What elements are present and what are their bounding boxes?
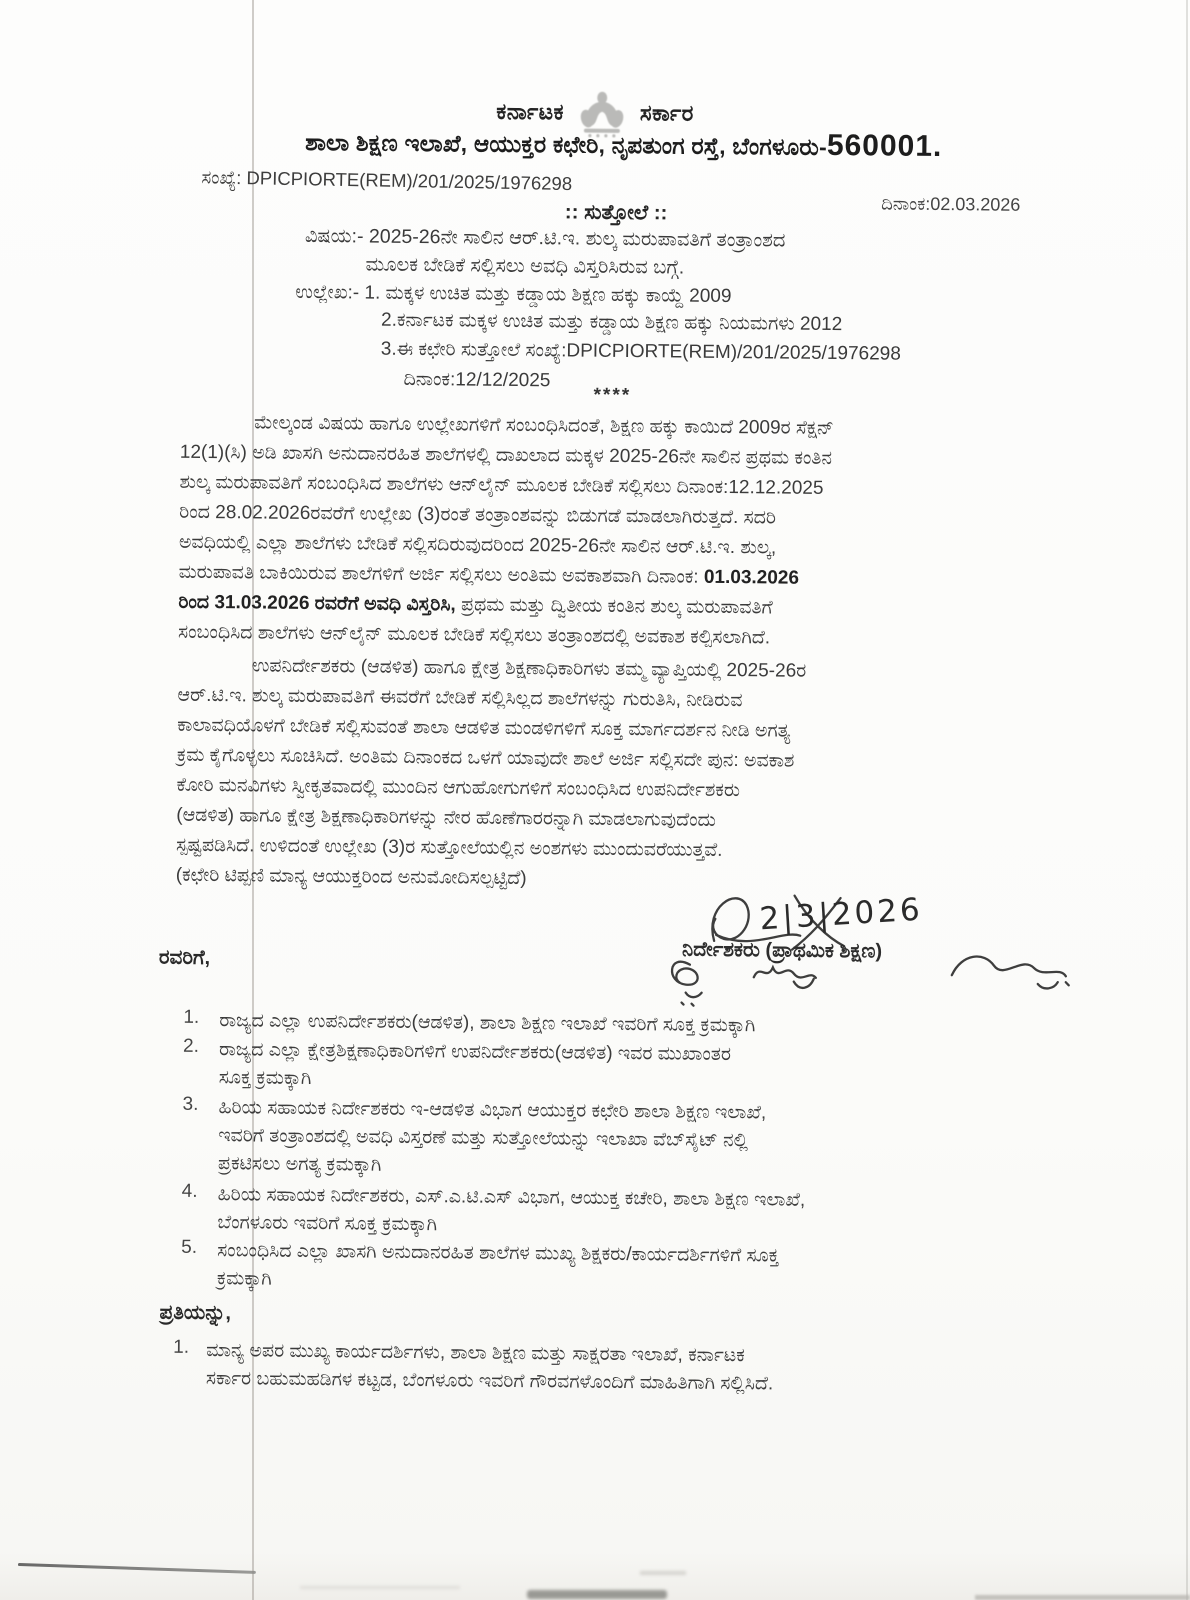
item-number: 2.	[183, 1035, 200, 1057]
recipients-salutation: ರವರಿಗೆ,	[158, 946, 211, 970]
copy-item	[173, 1337, 1053, 1401]
recipient-item	[182, 1094, 1051, 1186]
circular-number-line	[201, 166, 572, 195]
text-line: 12(1)(ಸಿ) ಅಡಿ ಖಾಸಗಿ ಅನುದಾನರಹಿತ ಶಾಲೆಗಳಲ್ಲಿ ದಾಖಲಾದ ಮಕ್ಕಳ 2025-26ನೇ ಸಾಲಿನ ಪ್ರಥಮ ಕಂತಿನ	[179, 441, 833, 469]
item-number: 1.	[183, 1006, 200, 1028]
item-number: 5.	[181, 1236, 198, 1258]
text-line: ಕೋರಿ ಮನವಿಗಳು ಸ್ವೀಕೃತವಾದಲ್ಲಿ ಮುಂದಿನ ಆಗುಹೋಗುಗಳಿಗೆ ಸಂಬಂಧಿಸಿದ ಉಪನಿರ್ದೇಶಕರು	[176, 774, 741, 802]
item-text	[217, 1181, 1049, 1245]
reference-line-1: ಉಲ್ಲೇಖ:- 1. ಮಕ್ಕಳ ಉಚಿತ ಮತ್ತು ಕಡ್ಡಾಯ ಶಿಕ್ಷಣ ಹಕ್ಕು ಕಾಯ್ದೆ 2009	[295, 281, 732, 308]
department-address-text: ಶಾಲಾ ಶಿಕ್ಷಣ ಇಲಾಖೆ, ಆಯುಕ್ತರ ಕಛೇರಿ, ನೃಪತುಂಗ ರಸ್ತೆ, ಬೆಂಗಳೂರು-	[305, 128, 828, 160]
text-line: (ಕಛೇರಿ ಟಿಪ್ಪಣಿ ಮಾನ್ಯ ಆಯುಕ್ತರಿಂದ ಅನುಮೋದಿಸಲ್ಪಟ್ಟಿದೆ)	[175, 864, 527, 890]
scan-artifact-speck	[300, 1586, 460, 1589]
body-paragraph-1	[178, 408, 1046, 656]
state-name: ಕರ್ನಾಟಕ	[496, 98, 565, 125]
handwritten-date: 2|3|2026	[758, 891, 924, 938]
separator-stars: ****	[593, 384, 632, 407]
text-line: ಅವಧಿಯಲ್ಲಿ ಎಲ್ಲಾ ಶಾಲೆಗಳು ಬೇಡಿಕೆ ಸಲ್ಲಿಸದಿರುವುದರಿಂದ 2025-26ನೇ ಸಾಲಿನ ಆರ್.ಟಿ.ಇ. ಶುಲ್ಕ,	[178, 531, 777, 559]
signatory-designation: ನಿರ್ದೇಶಕರು (ಪ್ರಾಥಮಿಕ ಶಿಕ್ಷಣ)	[681, 938, 883, 963]
text-line: ಸ್ಪಷ್ಟಪಡಿಸಿದೆ. ಉಳಿದಂತೆ ಉಲ್ಲೇಖ (3)ರ ಸುತ್ತೋಲೆಯಲ್ಲಿನ ಅಂಶಗಳು ಮುಂದುವರೆಯುತ್ತವೆ.	[175, 834, 723, 861]
text-line: ಇವರಿಗೆ ತಂತ್ರಾಂಶದಲ್ಲಿ ಅವಧಿ ವಿಸ್ತರಣೆ ಮತ್ತು ಸುತ್ತೋಲೆಯನ್ನು ಇಲಾಖಾ ವೆಬ್‌ಸೈಟ್ ನಲ್ಲಿ	[218, 1125, 749, 1152]
copy-to-label: ಪ್ರತಿಯನ್ನು,	[159, 1301, 232, 1325]
text-line: ರಿಂದ 28.02.2026ರವರೆಗೆ ಉಲ್ಲೇಖ (3)ರಂತೆ ತಂತ್ರಾಂಶವನ್ನು ಬಿಡುಗಡೆ ಮಾಡಲಾಗಿರುತ್ತದೆ. ಸದರಿ	[179, 501, 777, 529]
text-line: ರಿಂದ 31.03.2026 ರವರೆಗೆ ಅವಧಿ ವಿಸ್ತರಿಸಿ, ಪ್ರಥಮ ಮತ್ತು ದ್ವಿತೀಯ ಕಂತಿನ ಶುಲ್ಕ ಮರುಪಾವತಿಗೆ	[178, 591, 773, 619]
reference-line-4: ದಿನಾಂಕ:12/12/2025	[403, 368, 551, 392]
recipient-item	[181, 1181, 1049, 1245]
scan-artifact-speck	[640, 1571, 686, 1575]
circular-title: :: ಸುತ್ತೋಲೆ ::	[564, 200, 668, 225]
text-line: ರಾಜ್ಯದ ಎಲ್ಲಾ ಉಪನಿರ್ದೇಶಕರು(ಆಡಳಿತ), ಶಾಲಾ ಶಿಕ್ಷಣ ಇಲಾಖೆ ಇವರಿಗೆ ಸೂಕ್ತ ಕ್ರಮಕ್ಕಾಗಿ	[219, 1010, 756, 1037]
text-line: (ಆಡಳಿತ) ಹಾಗೂ ಕ್ಷೇತ್ರ ಶಿಕ್ಷಣಾಧಿಕಾರಿಗಳನ್ನು ನೇರ ಹೊಣೆಗಾರರನ್ನಾಗಿ ಮಾಡಲಾಗುವುದೆಂದು	[176, 804, 717, 831]
text-line: ಬೆಂಗಳೂರು ಇವರಿಗೆ ಸೂಕ್ತ ಕ್ರಮಕ್ಕಾಗಿ	[217, 1212, 438, 1236]
text-line: ಸಂಬಂಧಿಸಿದ ಎಲ್ಲಾ ಖಾಸಗಿ ಅನುದಾನರಹಿತ ಶಾಲೆಗಳ ಮುಖ್ಯ ಶಿಕ್ಷಕರು/ಕಾರ್ಯದರ್ಶಿಗಳಿಗೆ ಸೂಕ್ತ	[217, 1240, 779, 1267]
text-line: ಸೂಕ್ತ ಕ್ರಮಕ್ಕಾಗಿ	[218, 1067, 312, 1090]
text-line: ಕ್ರಮಕ್ಕಾಗಿ	[216, 1268, 272, 1290]
item-number: 3.	[182, 1093, 199, 1115]
text-line: ಹಿರಿಯ ಸಹಾಯಕ ನಿರ್ದೇಶಕರು ಇ-ಆಡಳಿತ ವಿಭಾಗ ಆಯುಕ್ತರ ಕಛೇರಿ ಶಾಲಾ ಶಿಕ್ಷಣ ಇಲಾಖೆ,	[218, 1097, 767, 1124]
reference-line-3: 3.ಈ ಕಛೇರಿ ಸುತ್ತೋಲೆ ಸಂಖ್ಯೆ:DPICPIORTE(REM)/201/2025/1976298	[380, 338, 901, 365]
subject-line-1: ವಿಷಯ:- 2025-26ನೇ ಸಾಲಿನ ಆರ್.ಟಿ.ಇ. ಶುಲ್ಕ ಮರುಪಾವತಿಗೆ ತಂತ್ರಾಂಶದ	[304, 224, 786, 252]
item-number: 4.	[181, 1180, 198, 1202]
text-line: ಹಿರಿಯ ಸಹಾಯಕ ನಿರ್ದೇಶಕರು, ಎಸ್.ಎ.ಟಿ.ಎಸ್ ವಿಭಾಗ, ಆಯುಕ್ತ ಕಚೇರಿ, ಶಾಲಾ ಶಿಕ್ಷಣ ಇಲಾಖೆ,	[217, 1184, 806, 1211]
item-text	[206, 1337, 1053, 1401]
item-text	[219, 1036, 1051, 1100]
text-line: ಕಾಲಾವಧಿಯೊಳಗೆ ಬೇಡಿಕೆ ಸಲ್ಲಿಸುವಂತೆ ಶಾಲಾ ಆಡಳಿತ ಮಂಡಳಿಗಳಿಗೆ ಸೂಕ್ತ ಮಾರ್ಗದರ್ಶನ ನೀಡಿ ಅಗತ್ಯ	[177, 714, 791, 742]
text-line: ಉಪನಿರ್ದೇಶಕರು (ಆಡಳಿತ) ಹಾಗೂ ಕ್ಷೇತ್ರ ಶಿಕ್ಷಣಾಧಿಕಾರಿಗಳು ತಮ್ಮ ವ್ಯಾಪ್ತಿಯಲ್ಲಿ 2025-26ರ	[251, 655, 807, 682]
text-line: ರಾಜ್ಯದ ಎಲ್ಲಾ ಕ್ಷೇತ್ರಶಿಕ್ಷಣಾಧಿಕಾರಿಗಳಿಗೆ ಉಪನಿರ್ದೇಶಕರು(ಆಡಳಿತ) ಇವರ ಮುಖಾಂತರ	[218, 1039, 732, 1066]
item-text	[218, 1094, 1051, 1186]
body-paragraph-2	[176, 651, 1044, 899]
reference-line-2: 2.ಕರ್ನಾಟಕ ಮಕ್ಕಳ ಉಚಿತ ಮತ್ತು ಕಡ್ಡಾಯ ಶಿಕ್ಷಣ ಹಕ್ಕು ನಿಯಮಗಳು 2012	[380, 309, 843, 336]
item-number: 1.	[173, 1336, 190, 1358]
scan-artifact-smudge	[975, 1595, 1190, 1600]
text-line: ಕ್ರಮ ಕೈಗೊಳ್ಳಲು ಸೂಚಿಸಿದೆ. ಅಂತಿಮ ದಿನಾಂಕದ ಒಳಗೆ ಯಾವುದೇ ಶಾಲೆ ಅರ್ಜಿ ಸಲ್ಲಿಸದೇ ಪುನ: ಅವಕಾಶ	[176, 744, 795, 772]
item-text	[217, 1237, 1049, 1301]
recipient-item	[181, 1237, 1049, 1301]
number-label: ಸಂಖ್ಯೆ:	[201, 166, 242, 189]
circular-date: ದಿನಾಂಕ:02.03.2026	[881, 193, 1021, 215]
text-line: ಪ್ರಕಟಿಸಲು ಅಗತ್ಯ ಕ್ರಮಕ್ಕಾಗಿ	[217, 1153, 382, 1176]
government-word: ಸರ್ಕಾರ	[639, 100, 694, 126]
text-line: ಮಾನ್ಯ ಅಪರ ಮುಖ್ಯ ಕಾರ್ಯದರ್ಶಿಗಳು, ಶಾಲಾ ಶಿಕ್ಷಣ ಮತ್ತು ಸಾಕ್ಷರತಾ ಇಲಾಖೆ, ಕರ್ನಾಟಕ	[206, 1340, 745, 1367]
subject-line-2: ಮೂಲಕ ಬೇಡಿಕೆ ಸಲ್ಲಿಸಲು ಅವಧಿ ವಿಸ್ತರಿಸಿರುವ ಬಗ್ಗೆ.	[365, 253, 685, 279]
text-line: ಮೇಲ್ಕಂಡ ವಿಷಯ ಹಾಗೂ ಉಲ್ಲೇಖಗಳಿಗೆ ಸಂಬಂಧಿಸಿದಂತೆ, ಶಿಕ್ಷಣ ಹಕ್ಕು ಕಾಯಿದೆ 2009ರ ಸೆಕ್ಷನ್	[253, 412, 834, 440]
text-line: ಶುಲ್ಕ ಮರುಪಾವತಿಗೆ ಸಂಬಂಧಿಸಿದ ಶಾಲೆಗಳು ಆನ್‌ಲೈನ್ ಮೂಲಕ ಬೇಡಿಕೆ ಸಲ್ಲಿಸಲು ದಿನಾಂಕ:12.12.2025	[179, 471, 824, 499]
number-value: DPICPIORTE(REM)/201/2025/1976298	[241, 167, 573, 195]
text-line: ಸರ್ಕಾರ ಬಹುಮಹಡಿಗಳ ಕಟ್ಟಡ, ಬೆಂಗಳೂರು ಇವರಿಗೆ ಗೌರವಗಳೊಂದಿಗೆ ಮಾಹಿತಿಗಾಗಿ ಸಲ್ಲಿಸಿದೆ.	[205, 1368, 774, 1395]
text-line: ಸಂಬಂಧಿಸಿದ ಶಾಲೆಗಳು ಆನ್‌ಲೈನ್ ಮೂಲಕ ಬೇಡಿಕೆ ಸಲ್ಲಿಸಲು ತಂತ್ರಾಂಶದಲ್ಲಿ ಅವಕಾಶ ಕಲ್ಪಿಸಲಾಗಿದೆ.	[177, 621, 771, 649]
recipient-item	[183, 1036, 1051, 1100]
text-line: ಆರ್.ಟಿ.ಇ. ಶುಲ್ಕ ಮರುಪಾವತಿಗೆ ಈವರೆಗೆ ಬೇಡಿಕೆ ಸಲ್ಲಿಸಿಲ್ಲದ ಶಾಲೆಗಳನ್ನು ಗುರುತಿಸಿ, ನೀಡಿರುವ	[177, 684, 743, 712]
scan-artifact-smudge	[527, 1590, 667, 1599]
pincode: 560001.	[826, 128, 943, 164]
text-line: ಮರುಪಾವತಿ ಬಾಕಿಯಿರುವ ಶಾಲೆಗಳಿಗೆ ಅರ್ಜಿ ಸಲ್ಲಿಸಲು ಅಂತಿಮ ಅವಕಾಶವಾಗಿ ದಿನಾಂಕ: 01.03.2026	[178, 561, 800, 589]
